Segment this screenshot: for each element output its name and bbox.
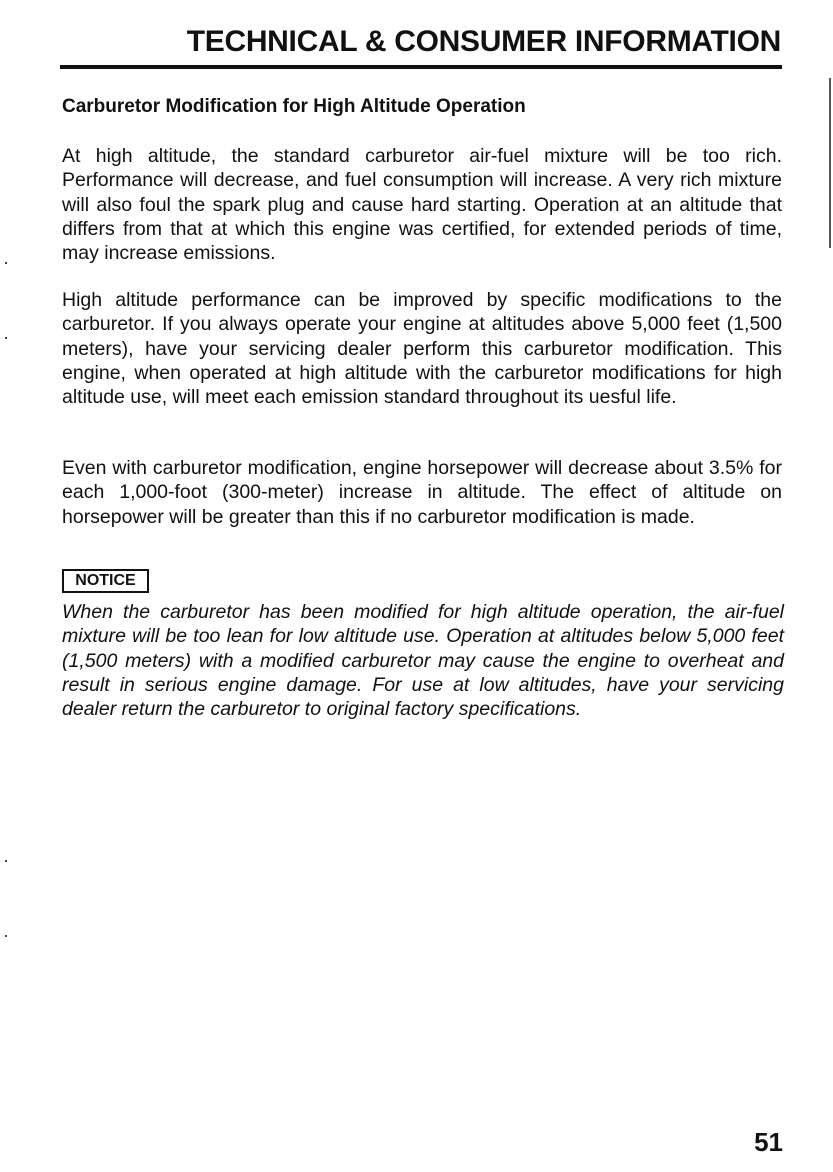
scan-speck bbox=[5, 935, 7, 937]
body-paragraph: Even with carburetor modification, engine horsepower will decrease about 3.5% for each 1,000-foot (300-meter) increase in altitude. The effect of altitude on horsepower will be greater than this if no carburetor modification is made. bbox=[62, 457, 782, 528]
page-title: TECHNICAL & CONSUMER INFORMATION bbox=[186, 25, 781, 58]
page-number: 51 bbox=[754, 1127, 783, 1157]
scan-speck bbox=[5, 337, 7, 339]
scan-edge-line bbox=[829, 78, 831, 248]
section-heading: Carburetor Modification for High Altitude Operation bbox=[62, 96, 526, 117]
body-paragraph: At high altitude, the standard carburetor air-fuel mixture will be too rich. Performance will decrease, and fuel consumption will increase. A very rich mixture will also foul the spark plug and cause hard starting. Operation at an altitude that differs from that at which this engine was certified, for extended periods of time, may increase emissions. bbox=[62, 145, 782, 265]
body-paragraph: High altitude performance can be improved by specific modifications to the carburetor. If you always operate your engine at altitudes above 5,000 feet (1,500 meters), have your servicing dealer perform this carburetor modification. This engine, when operated at high altitude with the carburetor modifications for high altitude use, will meet each emission standard throughout its uesful life. bbox=[62, 289, 782, 409]
notice-text: When the carburetor has been modified for high altitude operation, the air-fuel mixture will be too lean for low altitude use. Operation at altitudes below 5,000 feet (1,500 meters) with a modified carburetor may cause the engine to overheat and result in serious engine damage. For use at low altitudes, have your servicing dealer return the carburetor to original factory specifications. bbox=[62, 601, 784, 721]
notice-badge: NOTICE bbox=[62, 569, 149, 593]
scan-speck bbox=[5, 262, 7, 264]
title-divider bbox=[60, 65, 782, 69]
scan-speck bbox=[5, 860, 7, 862]
